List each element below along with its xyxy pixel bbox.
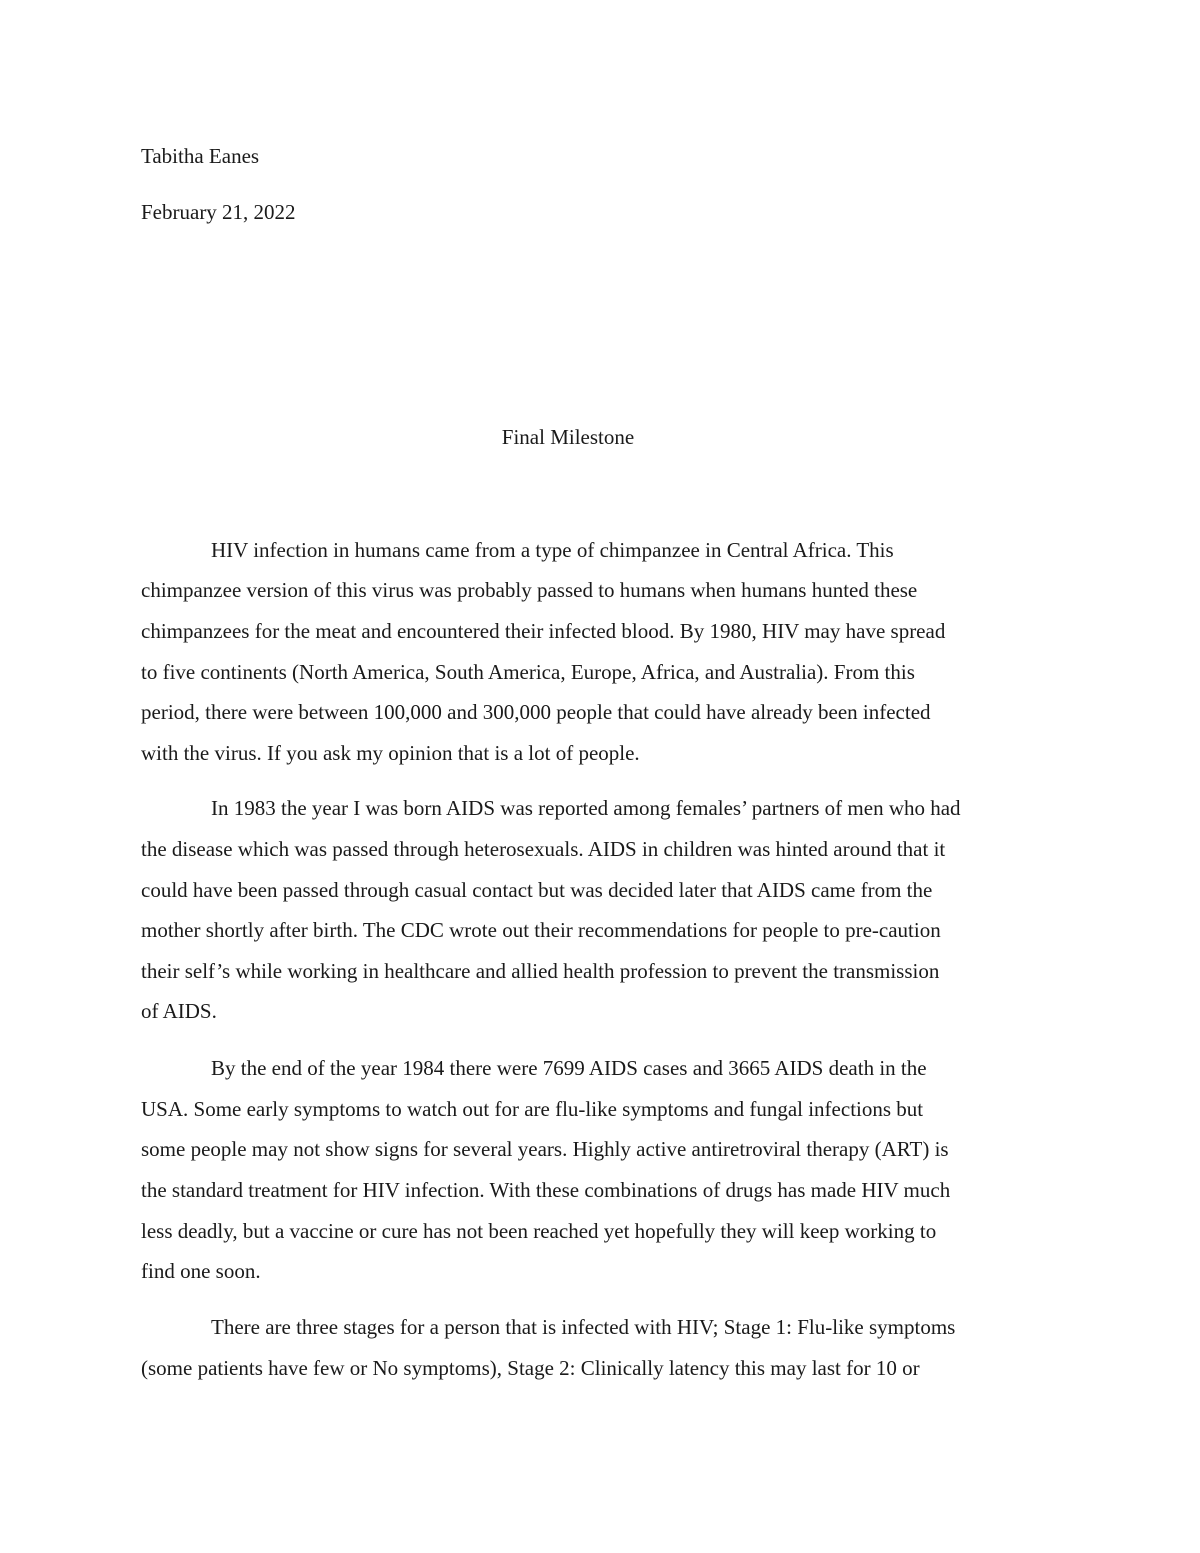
- paragraph-line: In 1983 the year I was born AIDS was reported among females’ partners of men who had: [211, 796, 961, 820]
- paragraph-line: some people may not show signs for several years. Highly active antiretroviral therapy (ART) is: [141, 1137, 949, 1161]
- paragraph-line: could have been passed through casual contact but was decided later that AIDS came from the: [141, 878, 933, 902]
- paragraph-line: of AIDS.: [141, 999, 217, 1023]
- paragraph-line: mother shortly after birth. The CDC wrote out their recommendations for people to pre-caution: [141, 918, 941, 942]
- paragraph-line: the disease which was passed through heterosexuals. AIDS in children was hinted around that it: [141, 837, 946, 861]
- paragraph-line: period, there were between 100,000 and 300,000 people that could have already been infected: [141, 700, 931, 724]
- paragraph-line: HIV infection in humans came from a type of chimpanzee in Central Africa. This: [211, 538, 894, 562]
- document-date: February 21, 2022: [141, 200, 296, 224]
- paragraph-line: By the end of the year 1984 there were 7699 AIDS cases and 3665 AIDS death in the: [211, 1056, 927, 1080]
- paragraph-line: find one soon.: [141, 1259, 261, 1283]
- paragraph-line: less deadly, but a vaccine or cure has not been reached yet hopefully they will keep working to: [141, 1219, 937, 1243]
- author-name: Tabitha Eanes: [141, 144, 260, 168]
- paragraph-line: the standard treatment for HIV infection. With these combinations of drugs has made HIV much: [141, 1178, 951, 1202]
- paragraph-line: their self’s while working in healthcare and allied health profession to prevent the transmission: [141, 959, 940, 983]
- paragraph-line: with the virus. If you ask my opinion that is a lot of people.: [141, 741, 640, 765]
- document-title: Final Milestone: [501, 425, 635, 449]
- paragraph-line: (some patients have few or No symptoms), Stage 2: Clinically latency this may last for 10 or: [141, 1356, 920, 1380]
- paragraph-line: chimpanzees for the meat and encountered their infected blood. By 1980, HIV may have spread: [141, 619, 946, 643]
- paragraph-line: There are three stages for a person that is infected with HIV; Stage 1: Flu-like symptoms: [211, 1315, 956, 1339]
- paragraph-line: chimpanzee version of this virus was probably passed to humans when humans hunted these: [141, 578, 918, 602]
- paragraph-line: to five continents (North America, South America, Europe, Africa, and Australia). From this: [141, 660, 915, 684]
- paragraph-line: USA. Some early symptoms to watch out for are flu-like symptoms and fungal infections but: [141, 1097, 924, 1121]
